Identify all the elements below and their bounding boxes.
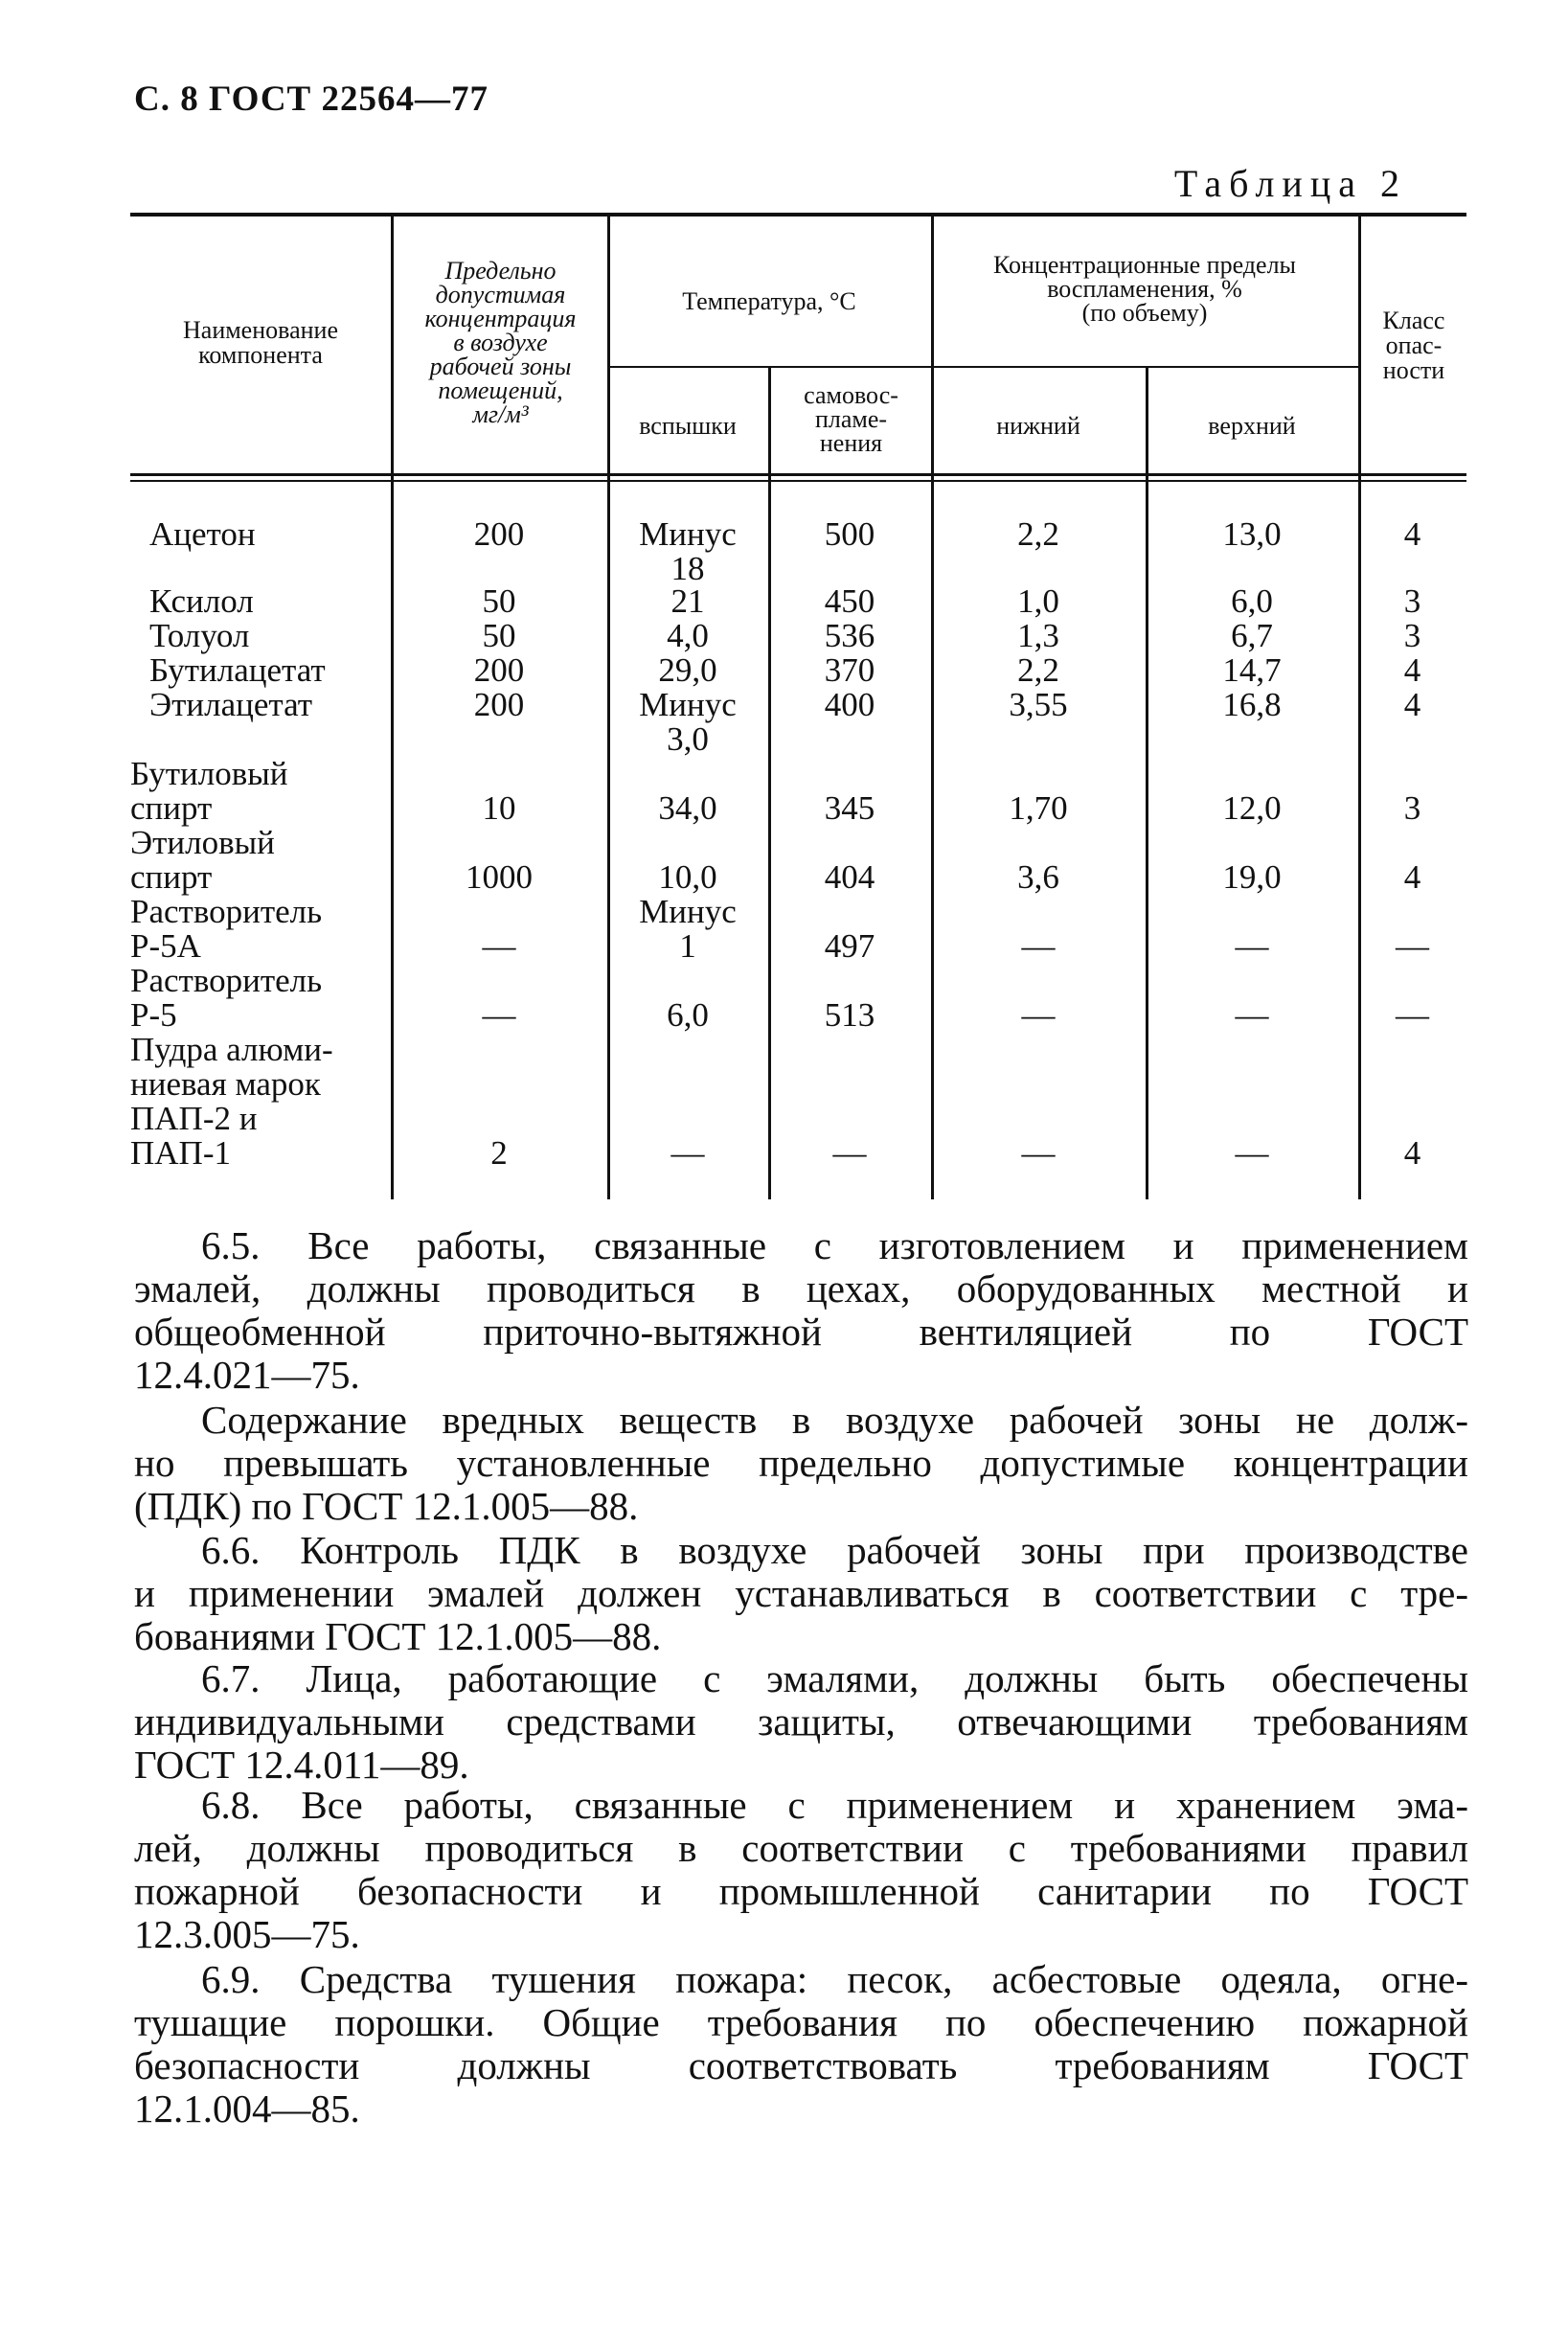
hazard-class-value: — <box>1396 996 1429 1034</box>
flash-value: Минус <box>639 893 737 930</box>
header-line: нения <box>819 429 883 457</box>
pdk-value: — <box>482 927 516 965</box>
flash-value: 18 <box>670 550 705 587</box>
hazard-class-value: 4 <box>1403 686 1421 723</box>
pdk-value: 10 <box>482 789 516 827</box>
lower-limit-value: — <box>1021 927 1056 965</box>
col-selfignition-header <box>771 383 931 455</box>
col-low-header: нижний <box>996 412 1080 440</box>
header-line: концентрация <box>424 305 577 332</box>
selfignition-value: 513 <box>824 996 875 1034</box>
flash-value: 6,0 <box>667 996 709 1034</box>
selfignition-value: 345 <box>824 789 875 827</box>
header-line: помещений, <box>438 376 563 404</box>
paragraph <box>134 1529 1468 1658</box>
hazard-class-value: 3 <box>1403 582 1421 620</box>
lower-limit-value: 1,70 <box>1009 789 1068 827</box>
paragraph-line: эмалей, должны проводиться в цехах, оборудованных местной и <box>134 1266 1468 1311</box>
paragraph-line: индивидуальными средствами защиты, отвечающими требованиям <box>134 1699 1468 1744</box>
table-label: Таблица 2 <box>1173 162 1407 205</box>
component-name: ниевая марок <box>130 1065 321 1103</box>
component-name: Р-5 <box>130 996 177 1034</box>
paragraph <box>134 1784 1468 1956</box>
component-name: Этилацетат <box>149 686 313 723</box>
component-name: Этиловый <box>130 824 275 861</box>
selfignition-value: 400 <box>824 686 875 723</box>
upper-limit-value: — <box>1235 927 1269 965</box>
paragraph <box>134 1224 1468 1397</box>
upper-limit-value: 6,0 <box>1231 582 1273 620</box>
header-line: опас- <box>1385 331 1443 359</box>
component-name: Пудра алюми- <box>130 1031 333 1068</box>
lower-limit-value: 3,55 <box>1009 686 1068 723</box>
selfignition-value: — <box>832 1134 867 1172</box>
col-conc-header <box>931 253 1358 325</box>
paragraph-line: безопасности должны соответствовать требованиям ГОСТ <box>134 2043 1468 2087</box>
hazard-class-value: 4 <box>1403 858 1421 896</box>
hazard-class-value: 3 <box>1403 789 1421 827</box>
col-hazard-header <box>1361 308 1466 383</box>
upper-limit-value: 19,0 <box>1222 858 1282 896</box>
table-top-rule <box>130 213 1466 217</box>
component-name: спирт <box>130 789 213 827</box>
paragraph-line: (ПДК) по ГОСТ 12.1.005—88. <box>134 1484 639 1528</box>
page-header: С. 8 ГОСТ 22564—77 <box>134 80 489 119</box>
selfignition-value: 370 <box>824 651 875 689</box>
header-line: ности <box>1382 356 1445 384</box>
header-line: самовос- <box>804 381 898 409</box>
flash-value: 34,0 <box>658 789 717 827</box>
col-high-header: верхний <box>1208 412 1296 440</box>
flash-value: Минус <box>639 515 737 553</box>
paragraph-line: но превышать установленные предельно допустимые концентрации <box>134 1441 1468 1485</box>
conc-subheader-line <box>931 366 1358 368</box>
hazard-class-value: 3 <box>1403 617 1421 654</box>
header-line: в воздухе <box>453 329 548 356</box>
header-line: Предельно <box>444 257 557 285</box>
hazard-class-value: — <box>1396 927 1429 965</box>
pdk-value: 200 <box>473 651 525 689</box>
flash-value: Минус <box>639 686 737 723</box>
component-name: Толуол <box>149 617 250 654</box>
hazard-class-value: 4 <box>1403 651 1421 689</box>
header-line: пламе- <box>814 405 888 433</box>
lower-limit-value: 2,2 <box>1017 515 1059 553</box>
paragraph-line: тушащие порошки. Общие требования по обеспечению пожарной <box>134 2000 1468 2044</box>
pdk-value: — <box>482 996 516 1034</box>
paragraph-line: лей, должны проводиться в соответствии с требованиями правил <box>134 1826 1468 1870</box>
header-line: рабочей зоны <box>429 353 572 380</box>
flash-value: 21 <box>670 582 705 620</box>
upper-limit-value: 6,7 <box>1231 617 1273 654</box>
header-line: допустимая <box>435 281 566 308</box>
paragraph-line: общеобменной приточно-вытяжной вентиляцией по ГОСТ <box>134 1310 1468 1354</box>
paragraph-line: ГОСТ 12.4.011—89. <box>134 1743 469 1787</box>
paragraph-line: 6.6. Контроль ПДК в воздухе рабочей зоны при производстве <box>201 1528 1468 1572</box>
component-name: спирт <box>130 858 213 896</box>
paragraph-line: и применении эмалей должен устанавливаться в соответствии с тре- <box>134 1571 1468 1615</box>
column-divider <box>1146 368 1148 1199</box>
flash-value: 10,0 <box>658 858 717 896</box>
paragraph-line: 6.9. Средства тушения пожара: песок, асбестовые одеяла, огне- <box>201 1957 1468 2001</box>
pdk-value: 200 <box>473 686 525 723</box>
selfignition-value: 536 <box>824 617 875 654</box>
hazard-class-value: 4 <box>1403 1134 1421 1172</box>
paragraph <box>134 1657 1468 1787</box>
header-line: Концентрационные пределы <box>992 251 1297 279</box>
col-name-header: Наименование компонента <box>183 316 338 369</box>
header-line: Класс <box>1382 307 1445 334</box>
column-divider <box>768 368 771 1199</box>
lower-limit-value: 1,0 <box>1017 582 1059 620</box>
lower-limit-value: 2,2 <box>1017 651 1059 689</box>
pdk-value: 50 <box>482 617 516 654</box>
component-name: Ацетон <box>149 515 256 553</box>
hazard-class-value: 4 <box>1403 515 1421 553</box>
flash-value: — <box>670 1134 705 1172</box>
component-name: Бутилацетат <box>149 651 326 689</box>
paragraph-line: 12.1.004—85. <box>134 2086 360 2131</box>
paragraph-line: 12.3.005—75. <box>134 1912 360 1956</box>
component-name: ПАП-2 и <box>130 1100 258 1137</box>
pdk-value: 1000 <box>466 858 533 896</box>
flash-value: 4,0 <box>667 617 709 654</box>
upper-limit-value: — <box>1235 996 1269 1034</box>
upper-limit-value: 13,0 <box>1222 515 1282 553</box>
temp-subheader-line <box>607 366 931 368</box>
upper-limit-value: 16,8 <box>1222 686 1282 723</box>
component-name: Растворитель <box>130 962 323 999</box>
component-name: Р-5А <box>130 927 201 965</box>
lower-limit-value: — <box>1021 996 1056 1034</box>
paragraph <box>134 1958 1468 2131</box>
selfignition-value: 500 <box>824 515 875 553</box>
paragraph-line: 6.7. Лица, работающие с эмалями, должны быть обеспечены <box>201 1656 1468 1700</box>
col-flash-header: вспышки <box>639 412 737 440</box>
paragraph-line: 12.4.021—75. <box>134 1353 360 1397</box>
header-line: (по объему) <box>1081 299 1208 327</box>
pdk-value: 50 <box>482 582 516 620</box>
paragraph-line: 6.8. Все работы, связанные с применением и хранением эма- <box>201 1783 1468 1827</box>
paragraph-line: бованиями ГОСТ 12.1.005—88. <box>134 1614 662 1658</box>
selfignition-value: 450 <box>824 582 875 620</box>
selfignition-value: 404 <box>824 858 875 896</box>
flash-value: 3,0 <box>667 720 709 758</box>
upper-limit-value: 12,0 <box>1222 789 1282 827</box>
component-name: Растворитель <box>130 893 323 930</box>
header-line: воспламенения, % <box>1047 275 1242 303</box>
lower-limit-value: 1,3 <box>1017 617 1059 654</box>
header-bottom-rule <box>130 473 1466 476</box>
lower-limit-value: — <box>1021 1134 1056 1172</box>
paragraph-line: Содержание вредных веществ в воздухе рабочей зоны не долж- <box>201 1398 1468 1442</box>
component-name: ПАП-1 <box>130 1134 231 1172</box>
paragraph <box>134 1399 1468 1528</box>
col-temp-header: Температура, °C <box>682 287 856 315</box>
flash-value: 1 <box>679 927 696 965</box>
lower-limit-value: 3,6 <box>1017 858 1059 896</box>
pdk-value: 200 <box>473 515 525 553</box>
flash-value: 29,0 <box>658 651 717 689</box>
selfignition-value: 497 <box>824 927 875 965</box>
component-name: Ксилол <box>149 582 254 620</box>
header-bottom-rule-2 <box>130 480 1466 482</box>
upper-limit-value: — <box>1235 1134 1269 1172</box>
paragraph-line: 6.5. Все работы, связанные с изготовлением и применением <box>201 1223 1468 1267</box>
paragraph-line: пожарной безопасности и промышленной санитарии по ГОСТ <box>134 1869 1468 1913</box>
col-pdk-header <box>394 259 607 426</box>
pdk-value: 2 <box>490 1134 508 1172</box>
header-line: мг/м³ <box>472 400 529 428</box>
component-name: Бутиловый <box>130 755 288 792</box>
upper-limit-value: 14,7 <box>1222 651 1282 689</box>
